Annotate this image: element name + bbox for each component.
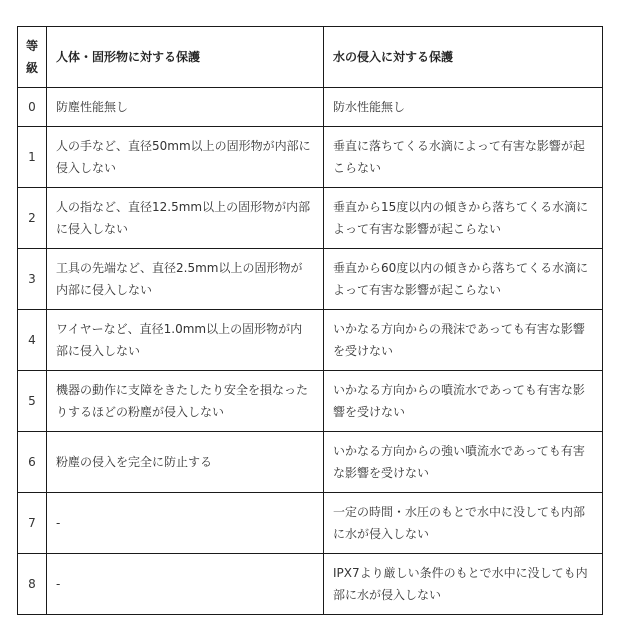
table-row bbox=[18, 554, 603, 615]
solid-protection-cell: 人の指など、直径12.5mm以上の固形物が内部に侵入しない bbox=[47, 188, 324, 249]
table-row bbox=[18, 310, 603, 371]
solid-protection-cell: ワイヤーなど、直径1.0mm以上の固形物が内部に侵入しない bbox=[47, 310, 324, 371]
grade-cell: 7 bbox=[18, 493, 47, 554]
grade-cell: 2 bbox=[18, 188, 47, 249]
ip-rating-table-container bbox=[17, 26, 603, 615]
table-header-row bbox=[18, 27, 603, 88]
solid-protection-cell: 工具の先端など、直径2.5mm以上の固形物が内部に侵入しない bbox=[47, 249, 324, 310]
water-protection-cell: いかなる方向からの噴流水であっても有害な影響を受けない bbox=[324, 371, 603, 432]
table-row bbox=[18, 371, 603, 432]
water-protection-cell: 垂直に落ちてくる水滴によって有害な影響が起こらない bbox=[324, 127, 603, 188]
grade-cell: 8 bbox=[18, 554, 47, 615]
grade-cell: 1 bbox=[18, 127, 47, 188]
grade-cell: 0 bbox=[18, 88, 47, 127]
grade-cell: 4 bbox=[18, 310, 47, 371]
table-row bbox=[18, 188, 603, 249]
table-row bbox=[18, 127, 603, 188]
solid-protection-cell: - bbox=[47, 554, 324, 615]
solid-protection-cell: - bbox=[47, 493, 324, 554]
water-protection-cell: いかなる方向からの強い噴流水であっても有害な影響を受けない bbox=[324, 432, 603, 493]
table-row bbox=[18, 432, 603, 493]
solid-protection-header: 人体・固形物に対する保護 bbox=[47, 27, 324, 88]
water-protection-cell: 垂直から60度以内の傾きから落ちてくる水滴によって有害な影響が起こらない bbox=[324, 249, 603, 310]
water-protection-cell: いかなる方向からの飛沫であっても有害な影響を受けない bbox=[324, 310, 603, 371]
grade-cell: 3 bbox=[18, 249, 47, 310]
grade-header: 等級 bbox=[18, 27, 47, 88]
water-protection-cell: 垂直から15度以内の傾きから落ちてくる水滴によって有害な影響が起こらない bbox=[324, 188, 603, 249]
table-row bbox=[18, 249, 603, 310]
grade-cell: 6 bbox=[18, 432, 47, 493]
water-protection-header: 水の侵入に対する保護 bbox=[324, 27, 603, 88]
water-protection-cell: 防水性能無し bbox=[324, 88, 603, 127]
solid-protection-cell: 機器の動作に支障をきたしたり安全を損なったりするほどの粉塵が侵入しない bbox=[47, 371, 324, 432]
ip-rating-table bbox=[17, 26, 603, 615]
table-row bbox=[18, 493, 603, 554]
solid-protection-cell: 粉塵の侵入を完全に防止する bbox=[47, 432, 324, 493]
water-protection-cell: IPX7より厳しい条件のもとで水中に没しても内部に水が侵入しない bbox=[324, 554, 603, 615]
grade-cell: 5 bbox=[18, 371, 47, 432]
solid-protection-cell: 人の手など、直径50mm以上の固形物が内部に侵入しない bbox=[47, 127, 324, 188]
table-row bbox=[18, 88, 603, 127]
water-protection-cell: 一定の時間・水圧のもとで水中に没しても内部に水が侵入しない bbox=[324, 493, 603, 554]
solid-protection-cell: 防塵性能無し bbox=[47, 88, 324, 127]
